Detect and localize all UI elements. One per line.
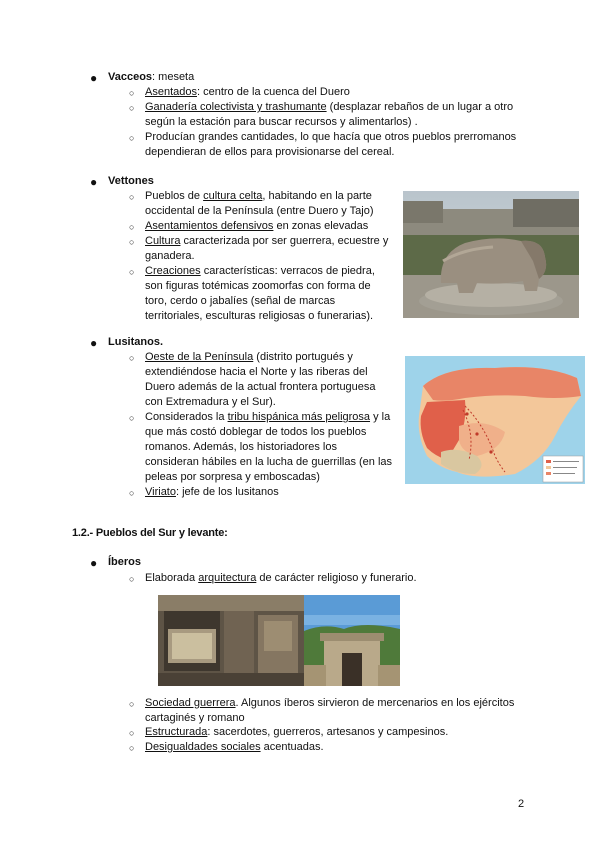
lusitanos-item-2-line-4: consideran hábiles en la lucha de guerrillas (en las bbox=[145, 456, 393, 468]
vettones-item-1-line-2: occidental de la Península (entre Duero y Tajo) bbox=[145, 205, 374, 217]
page-number: 2 bbox=[518, 798, 525, 810]
bullet-circle: ○ bbox=[129, 574, 135, 584]
vettones-item-1-pre: Pueblos de bbox=[145, 190, 204, 202]
vacceos-heading bbox=[108, 70, 194, 85]
lusitanos-item-1-line-2: extendiéndose hacia el Norte y las riberas del bbox=[145, 366, 368, 378]
verraco-photo bbox=[403, 191, 579, 318]
vacceos-title-rest: : meseta bbox=[152, 71, 195, 83]
vettones-item-4-text: características: verracos de piedra, bbox=[200, 265, 375, 277]
iberos-title: Íberos bbox=[108, 556, 142, 568]
vacceos-item-2-line-1 bbox=[145, 100, 513, 115]
lusitanos-item-3 bbox=[145, 485, 279, 500]
vacceos-item-2-link[interactable]: Ganadería colectivista y trashumante bbox=[145, 101, 327, 113]
bullet-circle: ○ bbox=[129, 488, 135, 498]
iberian-tomb-exterior-photo bbox=[304, 595, 400, 686]
lusitanos-title: Lusitanos. bbox=[108, 336, 164, 348]
bullet-dot: ● bbox=[90, 556, 98, 570]
bullet-circle: ○ bbox=[129, 699, 135, 709]
lusitanos-item-1-line-1 bbox=[145, 350, 353, 365]
iberos-item-4-text: acentuadas. bbox=[260, 741, 324, 753]
vacceos-item-3-line-1: Producían grandes cantidades, lo que hacía que otros pueblos prerromanos bbox=[145, 131, 517, 143]
bullet-circle: ○ bbox=[129, 133, 135, 143]
iberos-item-2-line-2: cartaginés y romano bbox=[145, 712, 245, 724]
bullet-circle: ○ bbox=[129, 192, 135, 202]
vettones-item-3-text: caracterizada por ser guerrera, ecuestre y bbox=[180, 235, 389, 247]
lusitanos-item-1-link[interactable]: Oeste de la Península bbox=[145, 351, 254, 363]
section-heading: 1.2.- Pueblos del Sur y levante: bbox=[72, 527, 228, 539]
iberos-item-1-text: de carácter religioso y funerario. bbox=[256, 572, 417, 584]
vettones-title: Vettones bbox=[108, 175, 154, 187]
iberos-item-3-text: : sacerdotes, guerreros, artesanos y campesinos. bbox=[207, 726, 449, 738]
bullet-circle: ○ bbox=[129, 743, 135, 753]
iberos-item-3-link[interactable]: Estructurada bbox=[145, 726, 208, 738]
bullet-circle: ○ bbox=[129, 728, 135, 738]
vettones-item-4-line-4: territoriales, esculturas religiosas o funerarias). bbox=[145, 310, 374, 322]
bullet-circle: ○ bbox=[129, 353, 135, 363]
bullet-circle: ○ bbox=[129, 413, 135, 423]
vettones-item-1-text: , habitando en la parte bbox=[262, 190, 372, 202]
vettones-item-1-line-1 bbox=[145, 189, 372, 204]
bullet-dot: ● bbox=[90, 336, 98, 350]
lusitanos-item-2-line-5: peleas por sorpresa y emboscadas) bbox=[145, 471, 320, 483]
lusitanos-item-2-pre: Considerados la bbox=[145, 411, 228, 423]
vacceos-item-2-line-2: según la estación para buscar recursos y alimentarlos) . bbox=[145, 116, 418, 128]
vettones-item-2-link[interactable]: Asentamientos defensivos bbox=[145, 220, 274, 232]
lusitanos-item-2-line-1 bbox=[145, 410, 390, 425]
iberian-peninsula-map bbox=[405, 356, 585, 484]
iberos-item-1-link[interactable]: arquitectura bbox=[198, 572, 257, 584]
bullet-circle: ○ bbox=[129, 237, 135, 247]
bullet-circle: ○ bbox=[129, 267, 135, 277]
vacceos-item-2-text: (desplazar rebaños de un lugar a otro bbox=[326, 101, 514, 113]
lusitanos-item-1-line-4: con Extremadura y el Sur). bbox=[145, 396, 276, 408]
lusitanos-item-2-line-2: que más costó doblegar de todos los pueblos bbox=[145, 426, 367, 438]
vettones-item-2-text: en zonas elevadas bbox=[273, 220, 369, 232]
vettones-item-3-link[interactable]: Cultura bbox=[145, 235, 181, 247]
vettones-item-1-link[interactable]: cultura celta bbox=[203, 190, 263, 202]
iberos-item-2-text: . Algunos íberos sirvieron de mercenarios en los ejércitos bbox=[235, 697, 515, 709]
lusitanos-item-1-line-3: Duero además de la actual frontera portuguesa bbox=[145, 381, 376, 393]
iberos-item-3 bbox=[145, 725, 448, 740]
lusitanos-item-3-text: : jefe de los lusitanos bbox=[175, 486, 279, 498]
bullet-circle: ○ bbox=[129, 222, 135, 232]
bullet-circle: ○ bbox=[129, 88, 135, 98]
lusitanos-item-1-text: (distrito portugués y bbox=[253, 351, 353, 363]
iberos-item-2-link[interactable]: Sociedad guerrera bbox=[145, 697, 236, 709]
vettones-item-3-line-1 bbox=[145, 234, 388, 249]
vettones-item-2 bbox=[145, 219, 368, 234]
iberos-item-1-pre: Elaborada bbox=[145, 572, 199, 584]
vettones-item-3-line-2: ganadera. bbox=[145, 250, 195, 262]
vacceos-item-1-link[interactable]: Asentados bbox=[145, 86, 197, 98]
lusitanos-item-2-line-3: romanos. Además, los historiadores los bbox=[145, 441, 337, 453]
lusitanos-item-3-link[interactable]: Viriato bbox=[145, 486, 176, 498]
lusitanos-item-2-link[interactable]: tribu hispánica más peligrosa bbox=[227, 411, 371, 423]
iberian-tomb-interior-photo bbox=[158, 595, 304, 686]
vacceos-item-1-text: : centro de la cuenca del Duero bbox=[196, 86, 350, 98]
vacceos-item-1 bbox=[145, 85, 350, 100]
bullet-dot: ● bbox=[90, 175, 98, 189]
vacceos-title: Vacceos bbox=[108, 71, 153, 83]
vettones-item-4-line-3: toro, cerdo o jabalíes (señal de marcas bbox=[145, 295, 336, 307]
bullet-dot: ● bbox=[90, 71, 98, 85]
vettones-item-4-link[interactable]: Creaciones bbox=[145, 265, 201, 277]
lusitanos-item-2-text: y la bbox=[370, 411, 391, 423]
iberos-item-4-link[interactable]: Desigualdades sociales bbox=[145, 741, 261, 753]
iberos-item-2-line-1 bbox=[145, 696, 514, 711]
iberos-item-1 bbox=[145, 571, 417, 586]
bullet-circle: ○ bbox=[129, 103, 135, 113]
vettones-item-4-line-2: son figuras totémicas zoomorfas con forma de bbox=[145, 280, 371, 292]
vettones-item-4-line-1 bbox=[145, 264, 375, 279]
vacceos-item-3-line-2: dependieran de ellos para provisionarse del cereal. bbox=[145, 146, 395, 158]
iberos-item-4 bbox=[145, 740, 324, 755]
